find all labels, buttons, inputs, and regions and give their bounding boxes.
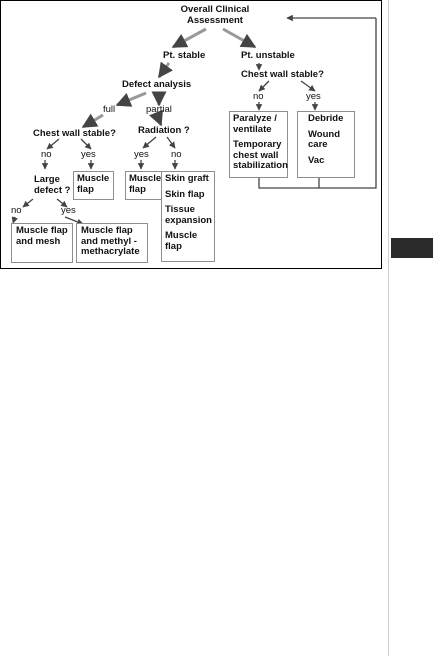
pt-stable-label: Pt. stable xyxy=(163,50,206,61)
muscle-flap-box-b xyxy=(125,171,162,200)
page-side-tab xyxy=(391,238,433,258)
muscle-flap-methyl-box xyxy=(76,223,148,263)
arrow-cw-right-no xyxy=(259,81,269,91)
arrow-stable-to-defect xyxy=(159,63,169,77)
arrow-rad-no xyxy=(167,137,175,148)
arrow-full-to-chestwall xyxy=(83,115,103,127)
flowchart-figure xyxy=(0,0,382,269)
muscle-flap-a-text: Muscle flap xyxy=(77,173,110,195)
option-temporary-stabilization: Temporary chest wall stabilization xyxy=(233,139,288,171)
arrow-root-to-unstable xyxy=(223,29,255,47)
option-skin-flap: Skin flap xyxy=(165,188,205,200)
partial-label: partial xyxy=(146,104,172,115)
overall-clinical-assessment: Overall Clinical Assessment xyxy=(180,4,250,26)
unstable-yes-options-box xyxy=(297,111,355,178)
arrow-defect-to-full xyxy=(117,93,146,105)
yes-label-radiation: yes xyxy=(134,149,149,160)
no-label-large: no xyxy=(11,205,22,216)
arrow-cw-left-no xyxy=(47,139,59,149)
option-tissue-expansion: Tissue expansion xyxy=(165,204,212,226)
yes-label-cw: yes xyxy=(81,149,96,160)
option-muscle-flap: Muscle flap xyxy=(165,230,198,252)
option-wound-care: Wound care xyxy=(308,128,341,150)
no-label-unstable: no xyxy=(253,91,264,102)
no-label-cw: no xyxy=(41,149,52,160)
arrow-cw-left-yes xyxy=(81,139,91,149)
muscle-flap-box-a xyxy=(73,171,114,200)
arrow-partial-to-radiation xyxy=(157,115,161,125)
large-defect-label: Large defect ? xyxy=(34,174,71,196)
arrow-large-no xyxy=(23,199,33,207)
option-skin-graft: Skin graft xyxy=(165,173,209,184)
muscle-flap-b-text: Muscle flap xyxy=(129,173,162,195)
page-margin-rule xyxy=(388,0,389,656)
partial-no-options-box xyxy=(161,171,215,262)
arrow-cw-right-yes xyxy=(301,81,315,91)
unstable-no-options-box xyxy=(229,111,288,178)
no-label-radiation: no xyxy=(171,149,182,160)
radiation-label: Radiation ? xyxy=(138,125,190,136)
chest-wall-stable-left: Chest wall stable? xyxy=(33,128,116,139)
arrow-root-to-stable xyxy=(173,29,206,47)
option-paralyze-ventilate: Paralyze / ventilate xyxy=(233,113,277,135)
muscle-flap-mesh-text: Muscle flap and mesh xyxy=(16,225,68,247)
pt-unstable-label: Pt. unstable xyxy=(241,50,295,61)
option-vac: Vac xyxy=(308,154,325,166)
yes-label-unstable: yes xyxy=(306,91,321,102)
yes-label-large: yes xyxy=(61,205,76,216)
option-debride: Debride xyxy=(308,113,344,124)
defect-analysis-label: Defect analysis xyxy=(122,79,192,90)
full-label: full xyxy=(103,104,116,115)
muscle-flap-methyl-text: Muscle flap and methyl - methacrylate xyxy=(81,225,140,257)
muscle-flap-mesh-box xyxy=(11,223,73,263)
chest-wall-stable-right: Chest wall stable? xyxy=(241,69,324,80)
arrow-rad-yes xyxy=(143,137,156,148)
